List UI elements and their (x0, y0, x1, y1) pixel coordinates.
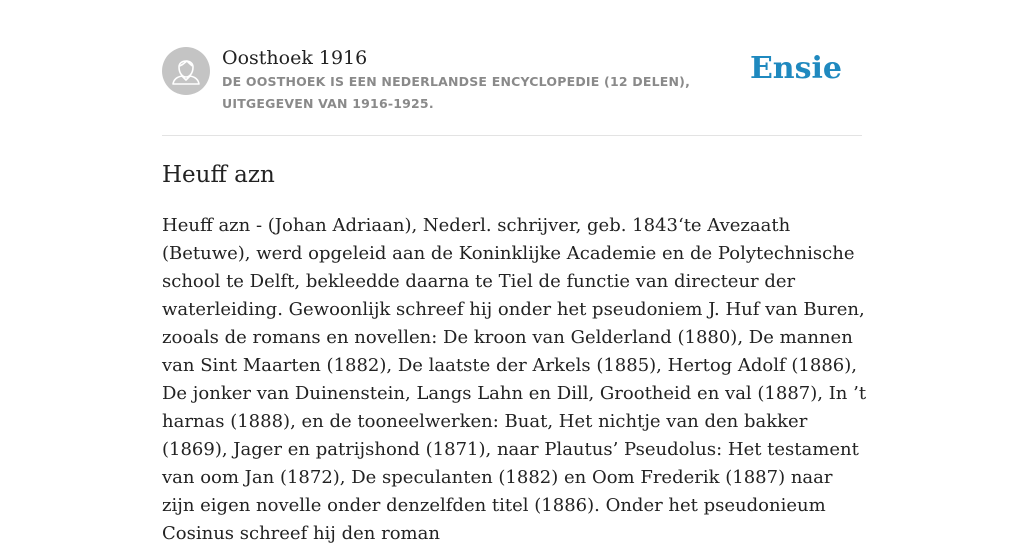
source-description: DE OOSTHOEK IS EEN NEDERLANDSE ENCYCLOPEDIE (12 DELEN), UITGEGEVEN VAN 1916-1925. (222, 74, 691, 111)
user-icon[interactable] (162, 47, 210, 95)
article-title: Heuff azn (162, 162, 275, 188)
article-body: Heuff azn - (Johan Adriaan), Nederl. schrijver, geb. 1843‘te Avezaath (Betuwe), werd opgeleid aan de Koninklijke Academie en de Polytechnische school te Delft, bekleedde daarna te Tiel de functie van directeur der waterleiding. Gewoonlijk schreef hij onder het pseudoniem J. Huf van Buren, zooals de romans en novellen: De kroon van Gelderland (1880), De mannen van Sint Maarten (1882), De laatste der Arkels (1885), Hertog Adolf (1886), De jonker van Duinenstein, Langs Lahn en Dill, Grootheid en val (1887), In ’t harnas (1888), en de tooneelwerken: Buat, Het nichtje van den bakker (1869), Jager en patrijshond (1871), naar Plautus’ Pseudolus: Het testament van oom Jan (1872), De speculanten (1882) en Oom Frederik (1887) naar zijn eigen novelle onder denzelfden titel (1886). Onder het pseudonieum Cosinus schreef hij den roman (162, 215, 867, 544)
header-divider (162, 135, 862, 136)
source-title[interactable]: Oosthoek 1916 (222, 47, 368, 69)
ensie-logo[interactable]: Ensie (749, 51, 842, 86)
source-header (162, 46, 862, 136)
